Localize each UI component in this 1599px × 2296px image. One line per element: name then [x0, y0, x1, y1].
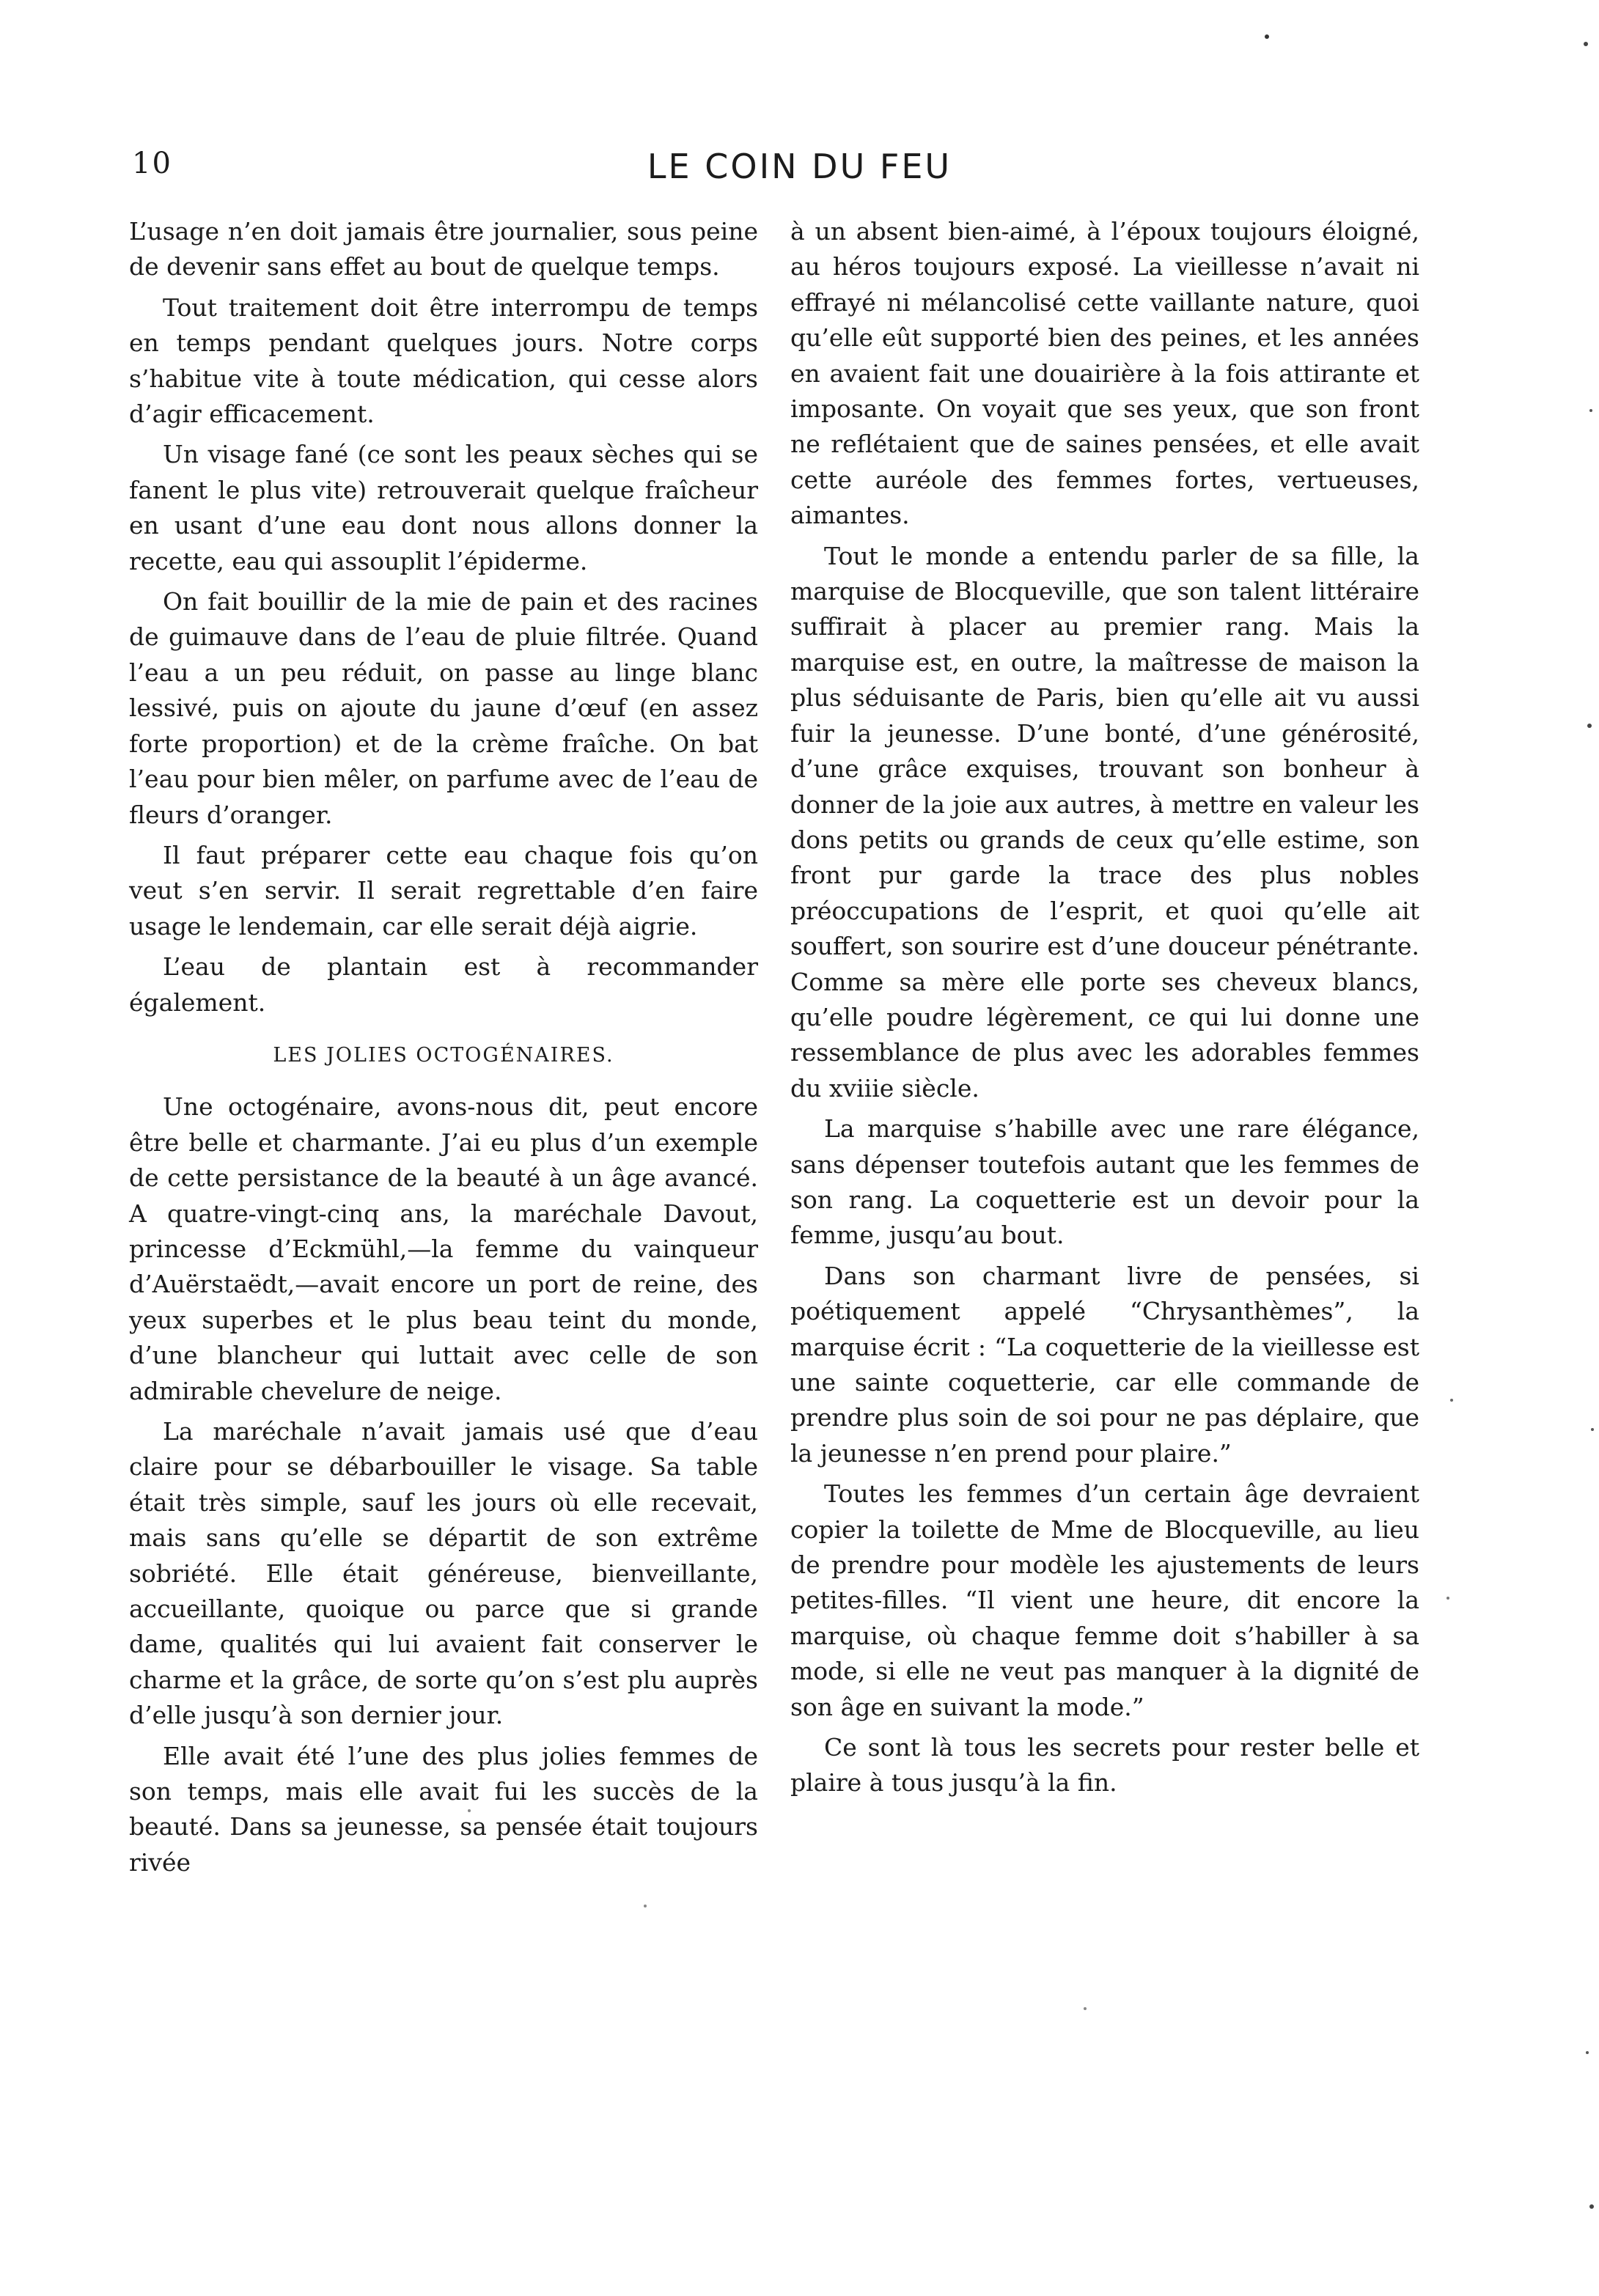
- paragraph: L’usage n’en doit jamais être journalier, sous peine de devenir sans effet au bout de quelque temps.: [129, 217, 758, 282]
- right-column: [790, 214, 1419, 1806]
- paragraph: L’eau de plantain est à recommander également.: [129, 952, 758, 1017]
- paragraph: Dans son charmant livre de pensées, si poétiquement appelé “Chrysanthèmes”, la marquise écrit : “La coquetterie de la vieillesse est une sainte coquetterie, car elle commande de prendre plus soin de soi pour ne pas déplaire, que la jeunesse n’en prend pour plaire.”: [790, 1261, 1419, 1468]
- paragraph: Un visage fané (ce sont les peaux sèches qui se fanent le plus vite) retrouverait quelque fraîcheur en usant d’une eau dont nous allons donner la recette, eau qui assouplit l’épiderme.: [129, 440, 758, 575]
- paragraph: On fait bouillir de la mie de pain et des racines de guimauve dans de l’eau de pluie filtrée. Quand l’eau a un peu réduit, on passe au linge blanc lessivé, puis on ajoute du jaune d’œuf (en assez forte proportion) et de la crème fraîche. On bat l’eau pour bien mêler, on parfume avec de l’eau de fleurs d’oranger.: [129, 587, 758, 829]
- left-column: [129, 214, 758, 1885]
- paragraph: Toutes les femmes d’un certain âge devraient copier la toilette de Mme de Blocqueville, au lieu de prendre pour modèle les ajustements de leurs petites-filles. “Il vient une heure, dit encore la marquise, où chaque femme doit s’habiller à sa mode, si elle ne veut pas manquer à la dignité de son âge en suivant la mode.”: [790, 1479, 1419, 1721]
- paragraph: La maréchale n’avait jamais usé que d’eau claire pour se débarbouiller le visage. Sa table était très simple, sauf les jours où elle recevait, mais sans qu’elle se départit de son extrême sobriété. Elle était généreuse, bienveillante, accueillante, quoique ou parce que si grande dame, qualités qui lui avaient fait conserver le charme et la grâce, de sorte qu’on s’est plu auprès d’elle jusqu’à son dernier jour.: [129, 1417, 758, 1730]
- paragraph: Il faut préparer cette eau chaque fois qu’on veut s’en servir. Il serait regrettable d’en faire usage le lendemain, car elle serait déjà aigrie.: [129, 840, 758, 941]
- page-number: 10: [132, 147, 172, 180]
- paragraph: Elle avait été l’une des plus jolies femmes de son temps, mais elle avait fui les succès de la beauté. Dans sa jeunesse, sa pensée était toujours rivée: [129, 1741, 758, 1877]
- paragraph: à un absent bien-aimé, à l’époux toujours éloigné, au héros toujours exposé. La vieillesse n’avait ni effrayé ni mélancolisé cette vaillante nature, quoi qu’elle eût supporté bien des peines, et les années en avaient fait une douairière à la fois attirante et imposante. On voyait que ses yeux, que son front ne reflétaient que de saines pensées, et elle avait cette auréole des femmes fortes, vertueuses, aimantes.: [790, 217, 1419, 530]
- paragraph: La marquise s’habille avec une rare élégance, sans dépenser toutefois autant que les femmes de son rang. La coquetterie est un devoir pour la femme, jusqu’au bout.: [790, 1114, 1419, 1250]
- running-head: LE COIN DU FEU: [647, 147, 952, 186]
- paragraph: Tout traitement doit être interrompu de temps en temps pendant quelques jours. Notre corps s’habitue vite à toute médication, qui cesse alors d’agir efficacement.: [129, 292, 758, 429]
- section-title: LES JOLIES OCTOGÉNAIRES.: [273, 1043, 614, 1067]
- paragraph: Ce sont là tous les secrets pour rester belle et plaire à tous jusqu’à la fin.: [790, 1733, 1419, 1798]
- paragraph: Une octogénaire, avons-nous dit, peut encore être belle et charmante. J’ai eu plus d’un exemple de cette persistance de la beauté à un âge avancé. A quatre-vingt-cinq ans, la maréchale Davout, princesse d’Eckmühl,—la femme du vainqueur d’Auërstaëdt,—avait encore un port de reine, des yeux superbes et le plus beau teint du monde, d’une blancheur qui luttait avec celle de son admirable chevelure de neige.: [129, 1092, 758, 1405]
- paragraph: Tout le monde a entendu parler de sa fille, la marquise de Blocqueville, que son talent littéraire suffirait à placer au premier rang. Mais la marquise est, en outre, la maîtresse de maison la plus séduisante de Paris, bien qu’elle ait vu aussi fuir la jeunesse. D’une bonté, d’une générosité, d’une grâce exquises, trouvant son bonheur à donner de la joie aux autres, à mettre en valeur les dons petits ou grands de ceux qu’elle estime, son front pur garde la trace des plus nobles préoccupations de l’esprit, et quoi qu’elle ait souffert, son sourire est d’une douceur pénétrante. Comme sa mère elle porte ses cheveux blancs, qu’elle poudre légèrement, ce qui lui donne une ressemblance de plus avec les adorables femmes du xviiie siècle.: [790, 541, 1419, 1103]
